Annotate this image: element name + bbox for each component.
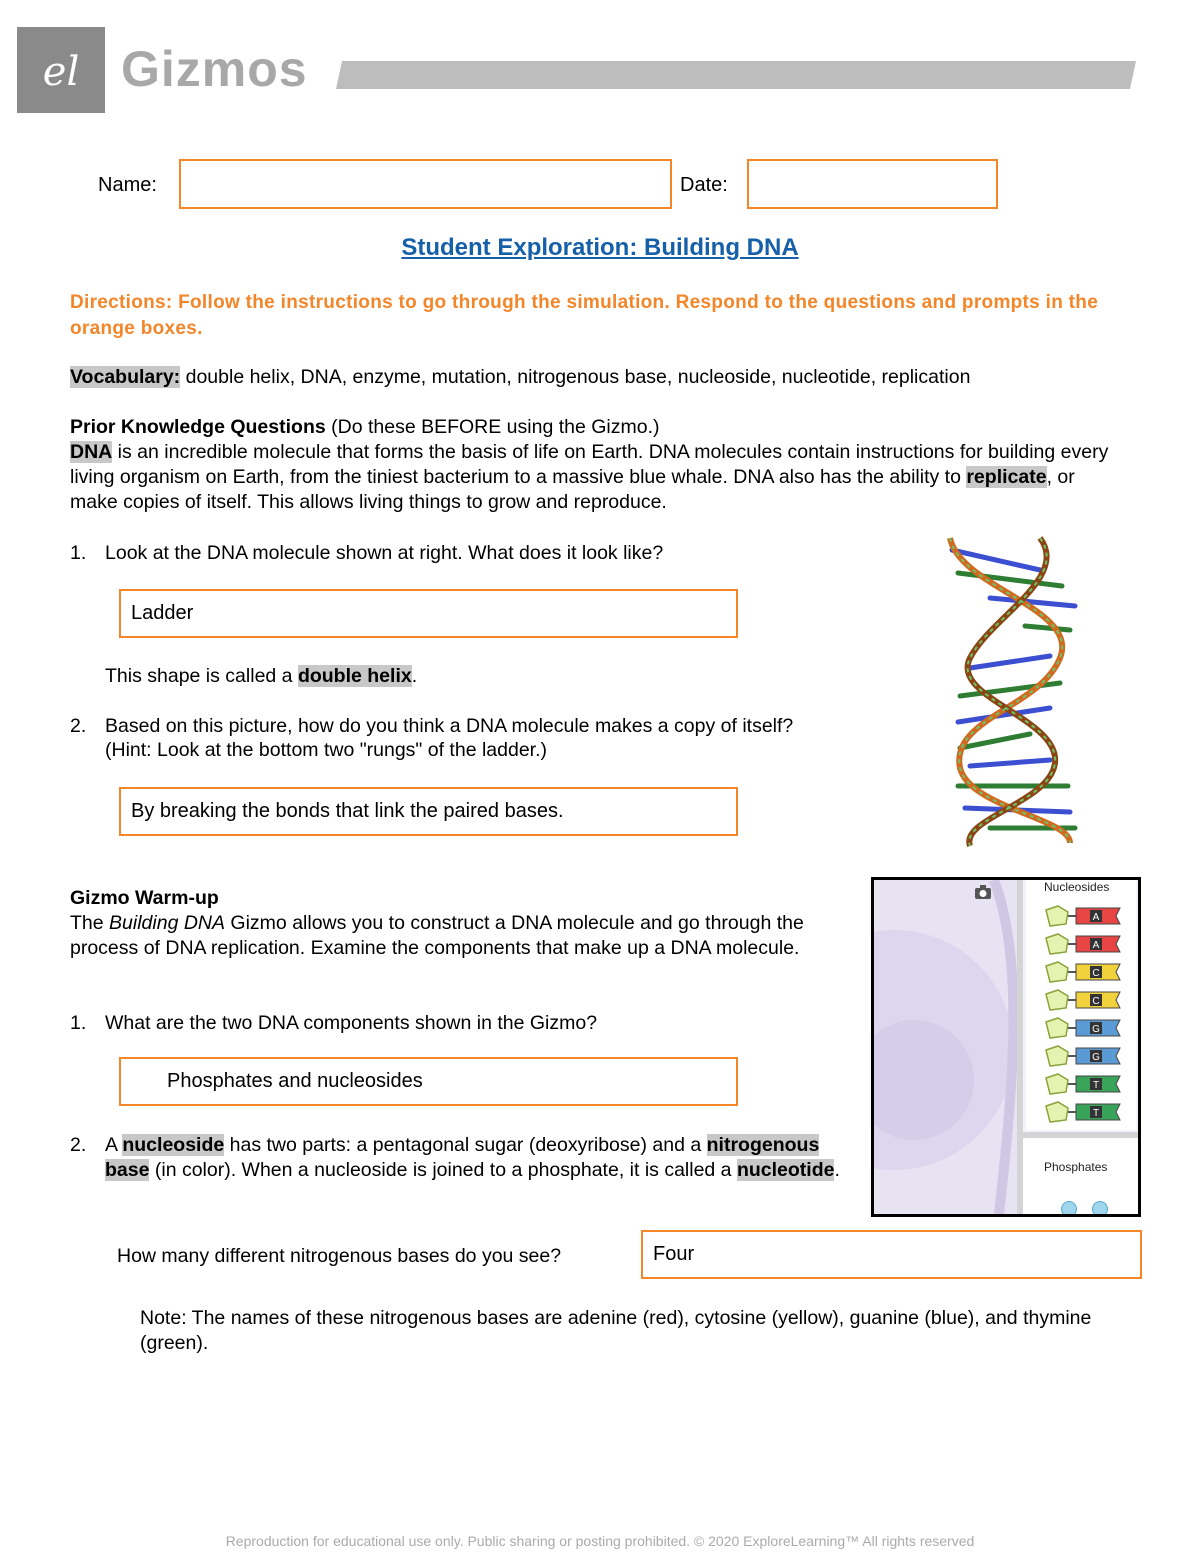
prior-q2-answer[interactable]: By breaking the bonds that link the paired bases. xyxy=(119,787,738,836)
nucleoside-item[interactable] xyxy=(1040,1044,1126,1073)
intro-pre: The xyxy=(70,912,110,934)
prior-paragraph xyxy=(70,440,1120,515)
gizmo-screenshot xyxy=(871,877,1141,1217)
sugar-pentagon xyxy=(1046,906,1068,926)
warmup-q1-number: 1. xyxy=(70,1012,87,1034)
page-title: Student Exploration: Building DNA xyxy=(401,234,799,261)
double-helix-sentence xyxy=(105,664,417,689)
bases-question: How many different nitrogenous bases do you see? xyxy=(117,1245,562,1267)
prior-q1-answer[interactable]: Ladder xyxy=(119,589,738,638)
sugar-pentagon xyxy=(1046,1018,1068,1038)
bases-note: Note: The names of these nitrogenous bases are adenine (red), cytosine (yellow), guanine (blue), and thymine (green). xyxy=(140,1307,1092,1354)
directions: Directions: Follow the instructions to go through the simulation. Respond to the questions and prompts in the orange boxes. xyxy=(70,292,1099,339)
warmup-q1-answer[interactable]: Phosphates and nucleosides xyxy=(119,1057,738,1106)
base-letter: C xyxy=(1092,996,1100,1007)
base-letter: A xyxy=(1092,912,1100,923)
warmup-q1-text: What are the two DNA components shown in the Gizmo? xyxy=(105,1012,598,1034)
phosphate-1[interactable] xyxy=(1061,1201,1077,1217)
q2-b: has two parts: a pentagonal sugar (deoxyribose) and a xyxy=(224,1134,707,1156)
intro-italic: Building DNA xyxy=(109,912,226,934)
logo-glyph: el xyxy=(42,49,80,95)
sugar-pentagon xyxy=(1046,990,1068,1010)
nucleosides-label: Nucleosides xyxy=(1044,880,1110,894)
nucleoside-item[interactable] xyxy=(1040,1016,1126,1045)
date-label: Date: xyxy=(680,174,728,196)
sugar-pentagon xyxy=(1046,934,1068,954)
q2-d: . xyxy=(834,1159,840,1181)
intro-post: Gizmo allows you to construct a DNA molecule and go through the process of DNA replication. Examine the components that make up a DNA molecule. xyxy=(70,912,804,959)
warmup-q2-text xyxy=(105,1133,840,1183)
base-letter: C xyxy=(1092,968,1100,979)
sugar-pentagon xyxy=(1046,1102,1068,1122)
base-letter: T xyxy=(1092,1108,1100,1119)
header-bar xyxy=(336,61,1136,89)
sugar-pentagon xyxy=(1046,962,1068,982)
base-letter: A xyxy=(1092,940,1100,951)
sugar-pentagon xyxy=(1046,1074,1068,1094)
vocabulary xyxy=(70,365,1130,390)
logo-el-icon xyxy=(17,27,105,113)
term-replicate: replicate xyxy=(966,466,1047,488)
shape-post: . xyxy=(411,665,418,687)
term-nucleoside: nucleoside xyxy=(122,1134,225,1156)
term-double-helix: double helix xyxy=(297,665,412,687)
prior-knowledge-section xyxy=(70,415,1120,515)
name-label: Name: xyxy=(98,174,157,196)
nucleoside-item[interactable] xyxy=(1040,904,1126,933)
phosphates-label: Phosphates xyxy=(1044,1160,1108,1174)
term-nucleotide: nucleotide xyxy=(736,1159,835,1181)
prior-q1-text: Look at the DNA molecule shown at right. What does it look like? xyxy=(105,542,664,564)
nucleoside-item[interactable] xyxy=(1040,932,1126,961)
prior-q2-number: 2. xyxy=(70,715,87,737)
phosphate-2[interactable] xyxy=(1092,1201,1108,1217)
q2-c: (in color). When a nucleoside is joined to a phosphate, it is called a xyxy=(149,1159,737,1181)
warmup-q2-number: 2. xyxy=(70,1134,87,1156)
vocabulary-terms: double helix, DNA, enzyme, mutation, nitrogenous base, nucleoside, nucleotide, replication xyxy=(185,366,971,388)
prior-text-1: is an incredible molecule that forms the basis of life on Earth. DNA molecules contain instructions for building every living organism on Earth, from the tiniest bacterium to a massive blue whale. DNA also has the ability to xyxy=(70,441,1109,488)
prior-heading-note: (Do these BEFORE using the Gizmo.) xyxy=(331,416,660,438)
nucleoside-item[interactable] xyxy=(1040,1100,1126,1129)
date-field[interactable] xyxy=(747,159,998,209)
warmup-intro xyxy=(70,911,840,961)
nucleoside-item[interactable] xyxy=(1040,960,1126,989)
name-field[interactable] xyxy=(179,159,672,209)
dna-double-helix-image xyxy=(930,528,1090,850)
footer-copyright: Reproduction for educational use only. Public sharing or posting prohibited. © 2020 ExploreLearning™ All rights reserved xyxy=(225,1533,975,1549)
term-nitrogenous-base: nitrogenous base xyxy=(105,1134,820,1181)
nucleoside-item[interactable] xyxy=(1040,1072,1126,1101)
prior-heading: Prior Knowledge Questions xyxy=(70,416,326,438)
warmup-heading: Gizmo Warm-up xyxy=(70,887,219,909)
prior-q1-number: 1. xyxy=(70,542,87,564)
term-dna: DNA xyxy=(70,441,113,463)
prior-q2-line1: Based on this picture, how do you think a DNA molecule makes a copy of itself? xyxy=(105,715,794,737)
q2-a: A xyxy=(105,1134,123,1156)
explorelearning-logo xyxy=(17,27,105,113)
base-letter: G xyxy=(1092,1052,1100,1063)
vocabulary-label: Vocabulary: xyxy=(70,366,181,388)
shape-pre: This shape is called a xyxy=(105,665,298,687)
base-letter: T xyxy=(1092,1080,1100,1091)
bases-answer[interactable]: Four xyxy=(641,1230,1142,1279)
prior-text-2: , or make copies of itself. This allows living things to grow and reproduce. xyxy=(70,466,1075,513)
prior-q2-line2: (Hint: Look at the bottom two "rungs" of the ladder.) xyxy=(105,739,547,761)
brand-name: Gizmos xyxy=(121,41,308,97)
camera-icon[interactable] xyxy=(974,884,992,900)
base-letter: G xyxy=(1092,1024,1100,1035)
warmup-section xyxy=(70,886,840,961)
nucleosides-panel xyxy=(1026,880,1136,1130)
sugar-pentagon xyxy=(1046,1046,1068,1066)
nucleoside-item[interactable] xyxy=(1040,988,1126,1017)
